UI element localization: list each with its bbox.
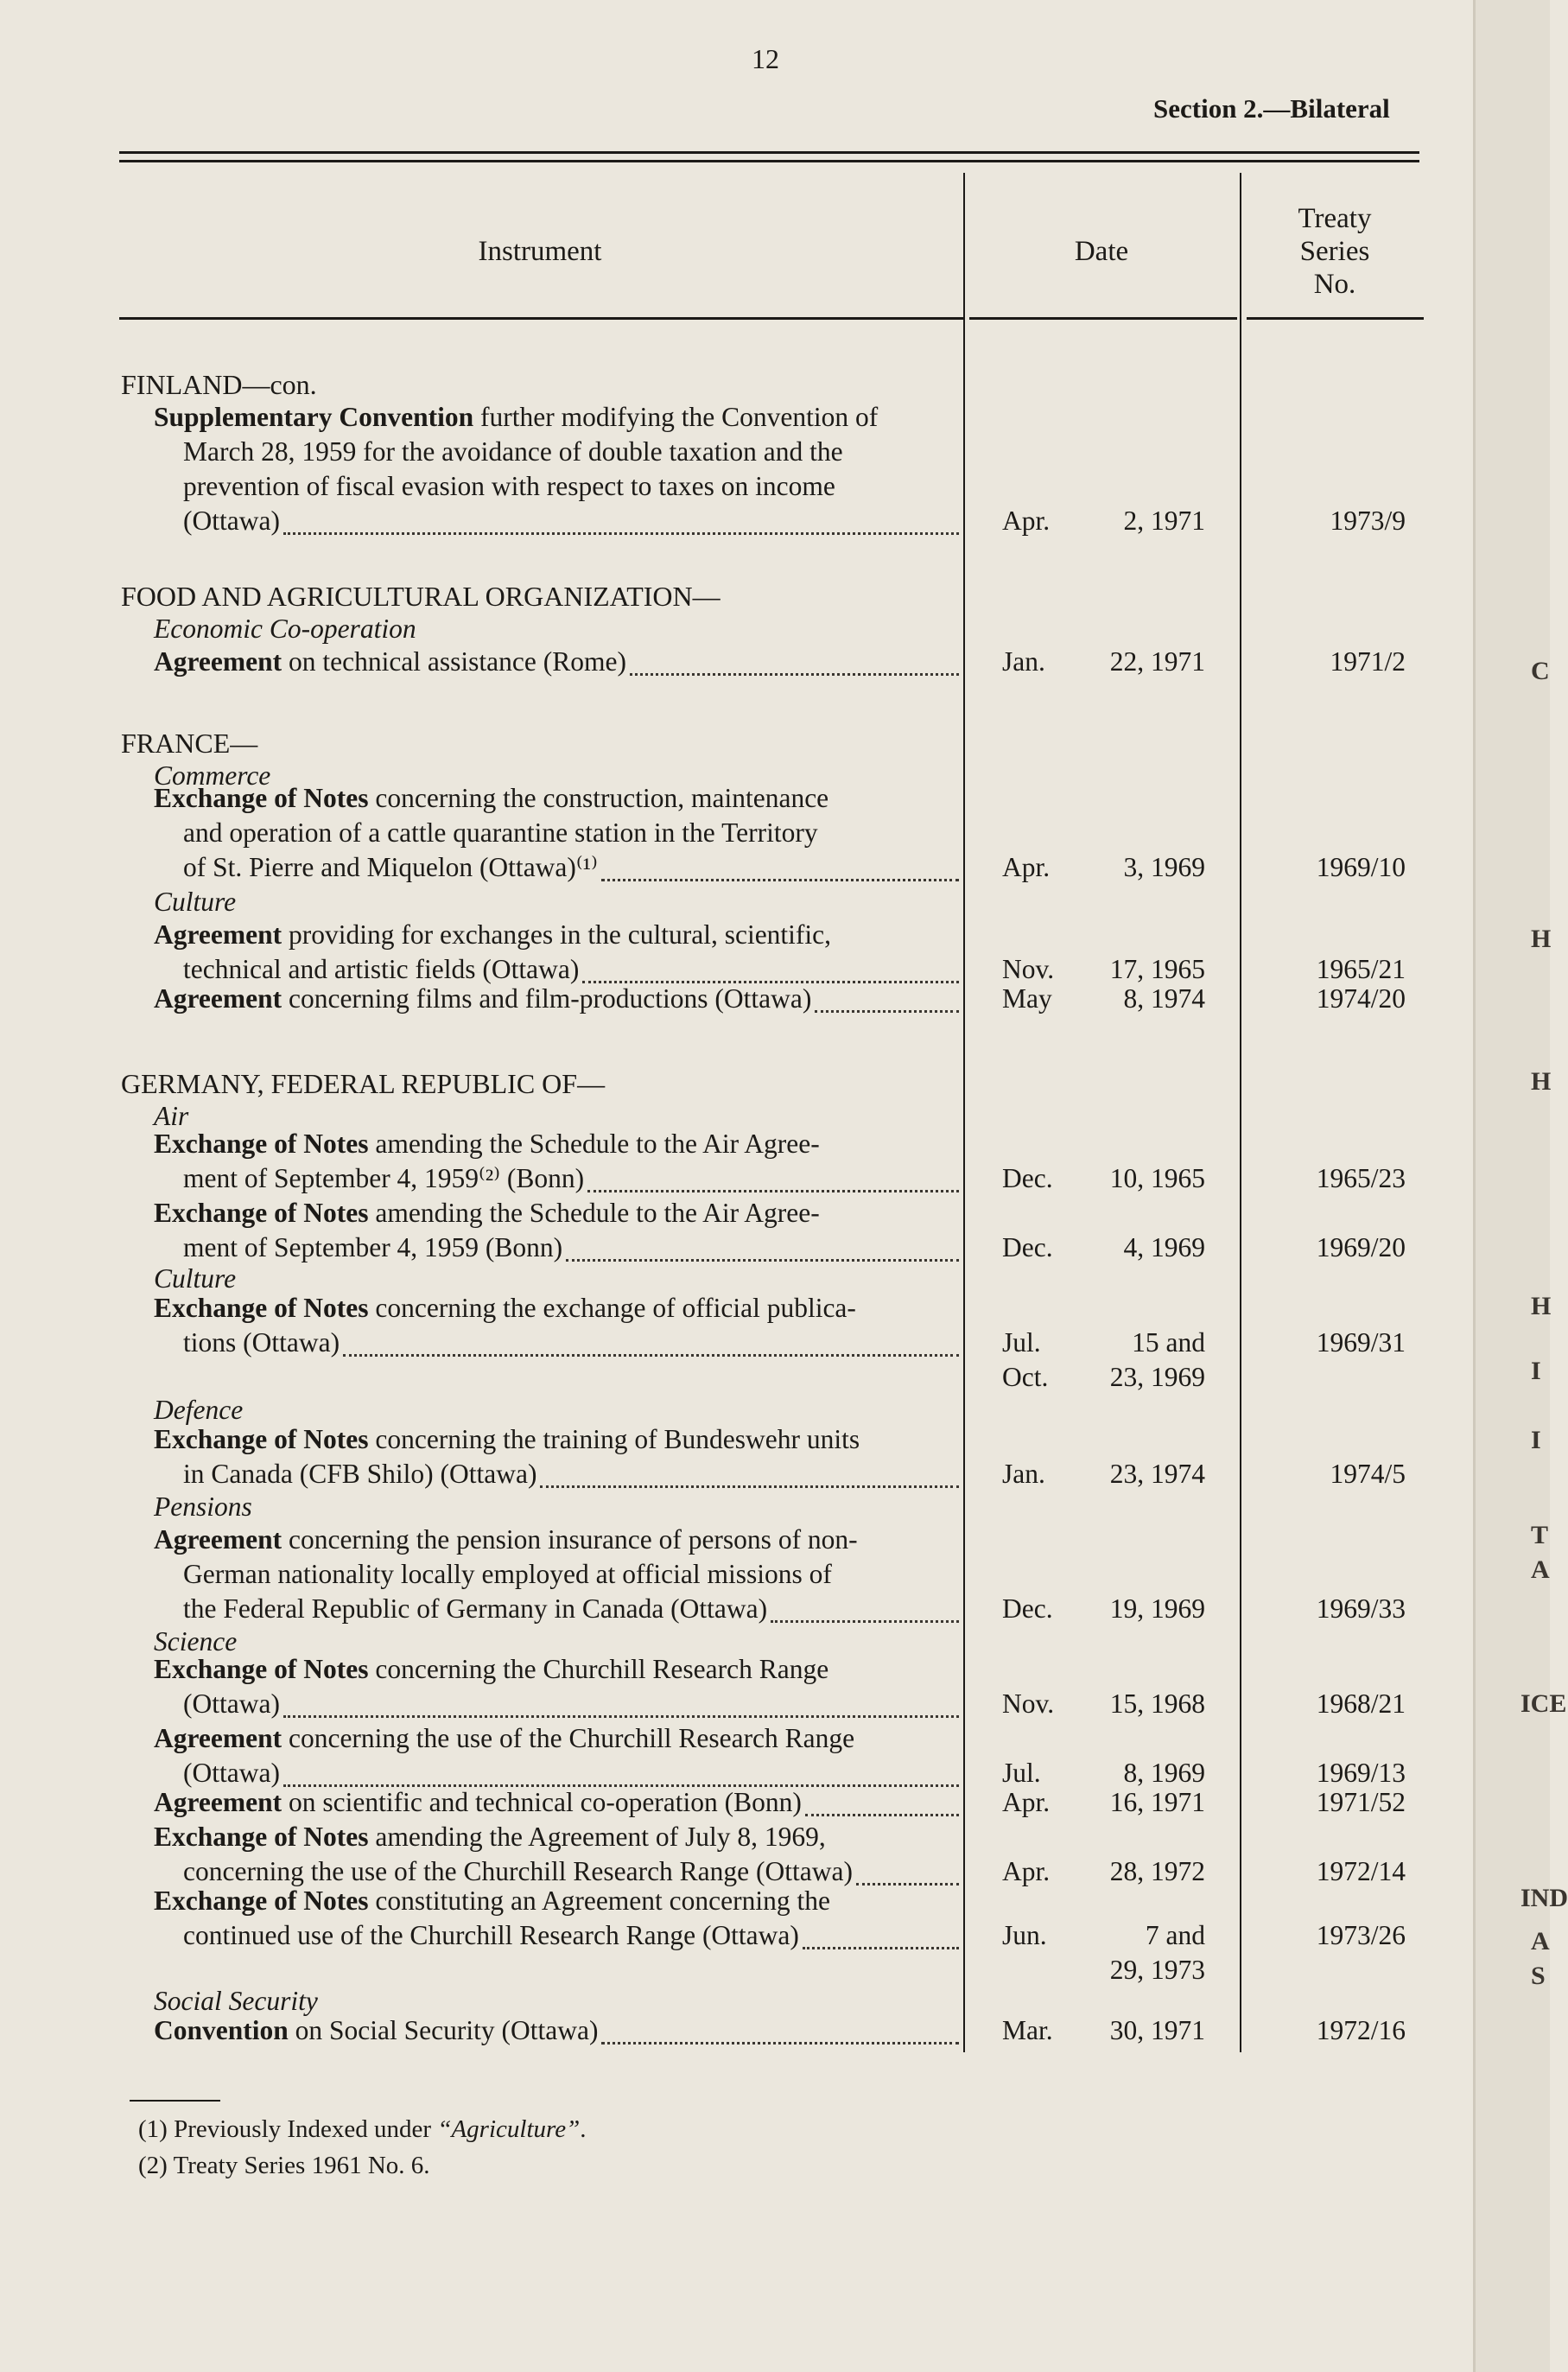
dot-leader <box>343 1352 959 1357</box>
instrument-text: on scientific and technical co-operation (Bonn) <box>288 1787 802 1817</box>
section-title: Section 2.—Bilateral <box>1153 93 1390 124</box>
instrument-type: Agreement <box>154 983 282 1014</box>
date-month: Jan. <box>1002 1459 1045 1489</box>
country-heading: FINLAND—con. <box>121 369 317 400</box>
instrument-text: the Federal Republic of Germany in Canada (Ottawa) <box>183 1593 768 1624</box>
treaty-series-number: 1971/52 <box>1316 1787 1406 1817</box>
instrument-text: on Social Security (Ottawa) <box>295 2015 599 2045</box>
instrument-type: Agreement <box>154 1524 282 1555</box>
entry-line <box>154 1652 828 1687</box>
treaty-series-number: 1969/33 <box>1316 1593 1406 1624</box>
treaty-series-number: 1973/9 <box>1330 506 1406 536</box>
entry-line <box>154 1884 830 1918</box>
instrument-text: and operation of a cattle quarantine station in the Territory <box>183 817 818 848</box>
entry-line <box>183 1457 536 1491</box>
date-month: Apr. <box>1002 1787 1051 1817</box>
instrument-type: Exchange of Notes <box>154 783 369 813</box>
treaty-series-number: 1972/14 <box>1316 1856 1406 1886</box>
instrument-type: Agreement <box>154 919 282 950</box>
instrument-text: concerning the use of the Churchill Research Range (Ottawa) <box>183 1856 853 1886</box>
instrument-text: technical and artistic fields (Ottawa) <box>183 954 580 984</box>
adjacent-page-letter: A <box>1531 1927 1550 1955</box>
entry-line <box>154 1721 854 1756</box>
page-number: 12 <box>752 43 779 74</box>
header-rule-date <box>969 317 1237 320</box>
instrument-text: continued use of the Churchill Research Range (Ottawa) <box>183 1920 799 1950</box>
instrument-text: (Ottawa) <box>183 1758 280 1788</box>
entry-line <box>154 2013 598 2048</box>
dot-leader <box>771 1618 959 1623</box>
instrument-text: amending the Schedule to the Air Agree- <box>375 1198 820 1228</box>
date-day: 19, 1969 <box>1109 1593 1205 1624</box>
date-month: Dec. <box>1002 1593 1053 1624</box>
instrument-type: Agreement <box>154 1723 282 1753</box>
entry-line <box>154 645 626 679</box>
instrument-type: Exchange of Notes <box>154 1654 369 1684</box>
adjacent-page-letter: H <box>1531 925 1552 953</box>
dot-leader <box>283 1714 959 1718</box>
footnote-1: (1) Previously Indexed under “Agriculture”. <box>138 2115 587 2143</box>
instrument-text: concerning the construction, maintenance <box>375 783 829 813</box>
adjacent-page-letter: H <box>1531 1067 1552 1096</box>
treaty-series-number: 1969/31 <box>1316 1327 1406 1358</box>
instrument-text: on technical assistance (Rome) <box>288 646 626 677</box>
entry-line <box>183 816 818 850</box>
date-month: Dec. <box>1002 1163 1053 1193</box>
category-label: Culture <box>154 1263 237 1294</box>
category-label: Air <box>154 1101 189 1131</box>
instrument-text: providing for exchanges in the cultural, scientific, <box>288 919 832 950</box>
instrument-text: further modifying the Convention of <box>480 402 879 432</box>
adjacent-page-edge <box>1473 0 1550 2372</box>
top-rule <box>119 151 1419 154</box>
treaty-series-number: 1972/16 <box>1316 2015 1406 2045</box>
instrument-text: concerning the training of Bundeswehr units <box>375 1424 860 1454</box>
instrument-text: concerning the use of the Churchill Research Range <box>288 1723 855 1753</box>
instrument-text: in Canada (CFB Shilo) (Ottawa) <box>183 1459 537 1489</box>
instrument-type: Exchange of Notes <box>154 1822 369 1852</box>
entry-line <box>183 1592 767 1626</box>
entry-line <box>154 982 811 1016</box>
date-month: Jan. <box>1002 646 1045 677</box>
instrument-text: of St. Pierre and Miquelon (Ottawa)⁽¹⁾ <box>183 852 598 882</box>
column-header-date: Date <box>1074 236 1129 267</box>
instrument-text: (Ottawa) <box>183 506 280 536</box>
date-day: 3, 1969 <box>1123 852 1205 882</box>
date-day: 4, 1969 <box>1123 1232 1205 1262</box>
treaty-series-number: 1969/20 <box>1316 1232 1406 1262</box>
adjacent-page-letter: C <box>1531 657 1550 685</box>
dot-leader <box>283 531 959 535</box>
instrument-type: Supplementary Convention <box>154 402 474 432</box>
footnote-2: (2) Treaty Series 1961 No. 6. <box>138 2152 430 2179</box>
category-label: Social Security <box>154 1986 318 2016</box>
dot-leader <box>856 1881 959 1886</box>
instrument-text: amending the Schedule to the Air Agree- <box>375 1129 820 1159</box>
treaty-series-number: 1969/10 <box>1316 852 1406 882</box>
instrument-text: tions (Ottawa) <box>183 1327 340 1358</box>
instrument-text: prevention of fiscal evasion with respect to taxes on income <box>183 471 835 501</box>
date-day: 28, 1972 <box>1109 1856 1205 1886</box>
dot-leader <box>803 1945 959 1949</box>
date-day: 16, 1971 <box>1109 1787 1205 1817</box>
category-label: Commerce <box>154 760 271 791</box>
dot-leader <box>566 1257 959 1262</box>
instrument-text: concerning films and film-productions (Ottawa) <box>288 983 812 1014</box>
page-gutter-shadow <box>1473 0 1476 2372</box>
date-day: 8, 1974 <box>1123 983 1205 1014</box>
category-label: Economic Co-operation <box>154 614 416 644</box>
instrument-text: German nationality locally employed at official missions of <box>183 1559 832 1589</box>
dot-leader <box>540 1484 959 1488</box>
entry-line <box>154 1820 826 1854</box>
instrument-type: Convention <box>154 2015 289 2045</box>
date-month: Oct. <box>1002 1362 1049 1392</box>
instrument-type: Agreement <box>154 646 282 677</box>
column-divider-1 <box>963 173 965 2052</box>
date-day: 30, 1971 <box>1109 2015 1205 2045</box>
date-month: Nov. <box>1002 1688 1055 1719</box>
instrument-type: Agreement <box>154 1787 282 1817</box>
entry-line <box>154 1196 820 1231</box>
date-month: Nov. <box>1002 954 1055 984</box>
adjacent-page-letter: T <box>1531 1521 1549 1549</box>
instrument-type: Exchange of Notes <box>154 1198 369 1228</box>
treaty-series-number: 1974/5 <box>1330 1459 1406 1489</box>
entry-line <box>183 1918 799 1953</box>
dot-leader <box>601 2040 959 2044</box>
entry-line <box>183 850 598 885</box>
date-day: 2, 1971 <box>1123 506 1205 536</box>
category-label: Defence <box>154 1395 244 1425</box>
date-month: Apr. <box>1002 852 1051 882</box>
date-day: 23, 1974 <box>1109 1459 1205 1489</box>
category-label: Culture <box>154 887 237 917</box>
treaty-series-number: 1974/20 <box>1316 983 1406 1014</box>
date-day: 23, 1969 <box>1109 1362 1205 1392</box>
adjacent-page-letter: I <box>1531 1357 1541 1385</box>
category-label: Science <box>154 1626 238 1657</box>
entry-line <box>154 1127 820 1161</box>
date-day: 10, 1965 <box>1109 1163 1205 1193</box>
entry-line <box>154 918 831 952</box>
instrument-text: constituting an Agreement concerning the <box>375 1886 830 1916</box>
dot-leader <box>587 1188 959 1192</box>
date-month: Dec. <box>1002 1232 1053 1262</box>
treaty-series-number: 1965/21 <box>1316 954 1406 984</box>
country-heading: FRANCE— <box>121 728 258 759</box>
entry-line <box>154 781 828 816</box>
instrument-text: amending the Agreement of July 8, 1969, <box>375 1822 826 1852</box>
date-day: 7 and <box>1145 1920 1205 1950</box>
adjacent-page-letter: A <box>1531 1555 1550 1584</box>
adjacent-page-letter: H <box>1531 1292 1552 1320</box>
instrument-type: Exchange of Notes <box>154 1424 369 1454</box>
header-rule-treaty <box>1247 317 1424 320</box>
top-rule-double <box>119 160 1419 162</box>
dot-leader <box>630 671 959 676</box>
entry-line <box>154 1291 856 1326</box>
date-day: 22, 1971 <box>1109 646 1205 677</box>
dot-leader <box>601 877 959 881</box>
entry-line <box>183 435 843 469</box>
instrument-text: ment of September 4, 1959 (Bonn) <box>183 1232 563 1262</box>
adjacent-page-letter: S <box>1531 1962 1546 1990</box>
footnote-rule <box>130 2100 220 2102</box>
date-month: Mar. <box>1002 2015 1053 2045</box>
date-day: 15, 1968 <box>1109 1688 1205 1719</box>
instrument-type: Exchange of Notes <box>154 1886 369 1916</box>
entry-line <box>183 1161 584 1196</box>
instrument-text: (Ottawa) <box>183 1688 280 1719</box>
column-header-instrument: Instrument <box>478 236 602 267</box>
treaty-series-number: 1973/26 <box>1316 1920 1406 1950</box>
instrument-text: concerning the Churchill Research Range <box>375 1654 829 1684</box>
header-rule-instrument <box>119 317 963 320</box>
adjacent-page-letter: I <box>1531 1426 1541 1454</box>
treaty-series-number: 1965/23 <box>1316 1163 1406 1193</box>
date-month: Apr. <box>1002 1856 1051 1886</box>
entry-line <box>154 1785 802 1820</box>
entry-line <box>154 400 878 435</box>
date-day: 15 and <box>1132 1327 1205 1358</box>
date-day: 17, 1965 <box>1109 954 1205 984</box>
instrument-type: Exchange of Notes <box>154 1129 369 1159</box>
entry-line <box>183 1687 280 1721</box>
instrument-text: ment of September 4, 1959⁽²⁾ (Bonn) <box>183 1163 585 1193</box>
country-heading: FOOD AND AGRICULTURAL ORGANIZATION— <box>121 581 721 612</box>
date-month: Apr. <box>1002 506 1051 536</box>
date-month: May <box>1002 983 1052 1014</box>
dot-leader <box>805 1812 959 1816</box>
entry-line <box>183 469 835 504</box>
treaty-series-number: 1968/21 <box>1316 1688 1406 1719</box>
entry-line <box>154 1422 860 1457</box>
date-month: Jul. <box>1002 1758 1041 1788</box>
entry-line <box>183 1326 340 1360</box>
date-day: 29, 1973 <box>1109 1955 1205 1985</box>
entry-line <box>183 504 280 538</box>
instrument-type: Exchange of Notes <box>154 1293 369 1323</box>
instrument-text: concerning the exchange of official publica- <box>375 1293 856 1323</box>
column-header-treaty-series: Treaty Series No. <box>1298 203 1372 300</box>
adjacent-page-letter: ICE <box>1520 1689 1567 1718</box>
date-day: 8, 1969 <box>1123 1758 1205 1788</box>
entry-line <box>183 1557 832 1592</box>
dot-leader <box>815 1008 959 1013</box>
instrument-text: March 28, 1959 for the avoidance of double taxation and the <box>183 436 843 467</box>
country-heading: GERMANY, FEDERAL REPUBLIC OF— <box>121 1068 606 1099</box>
entry-line <box>154 1523 858 1557</box>
entry-line <box>183 1231 562 1265</box>
instrument-text: concerning the pension insurance of persons of non- <box>288 1524 858 1555</box>
date-month: Jun. <box>1002 1920 1047 1950</box>
date-month: Jul. <box>1002 1327 1041 1358</box>
category-label: Pensions <box>154 1491 252 1522</box>
column-divider-2 <box>1240 173 1241 2052</box>
treaty-series-number: 1969/13 <box>1316 1758 1406 1788</box>
adjacent-page-letter: IND <box>1520 1884 1568 1912</box>
treaty-series-number: 1971/2 <box>1330 646 1406 677</box>
